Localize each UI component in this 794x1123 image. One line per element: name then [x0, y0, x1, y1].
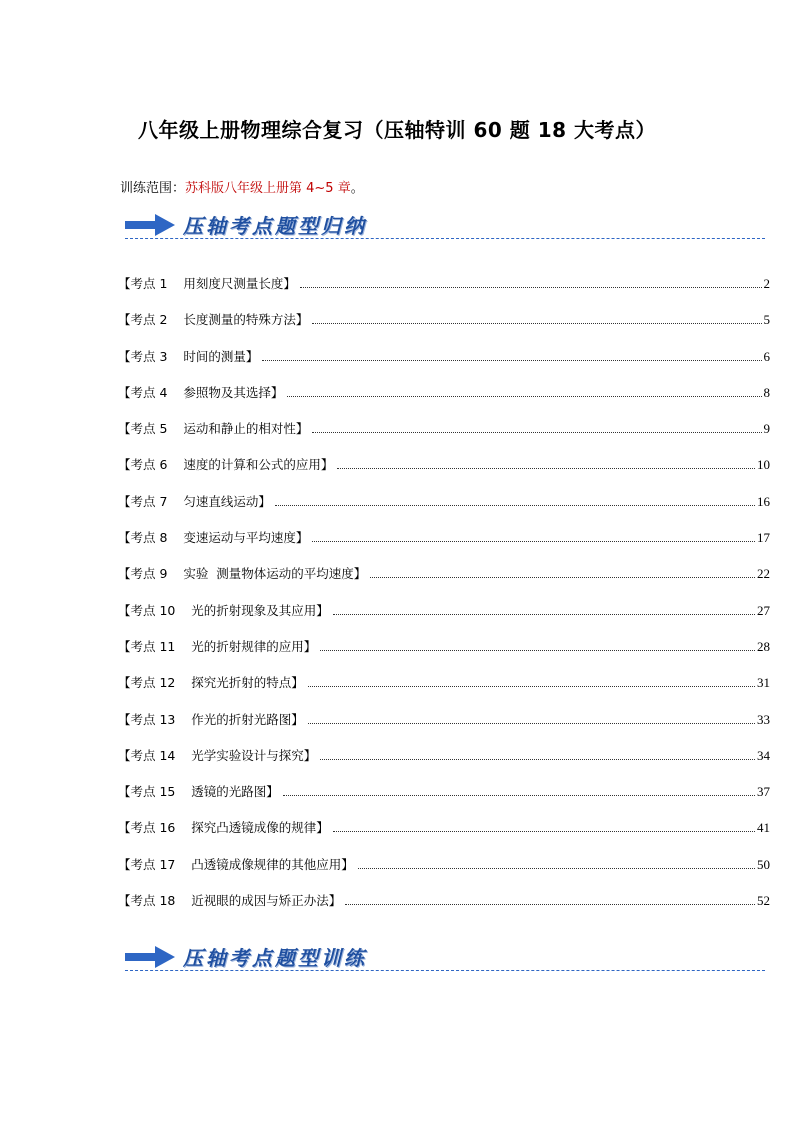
toc-entry-page: 50 [757, 856, 770, 872]
toc-entry-label: 【考点 6 速度的计算和公式的应用】 [118, 457, 334, 473]
toc-leader-dots [320, 759, 755, 760]
toc-entry[interactable] [118, 782, 770, 818]
toc-entry-page: 8 [763, 384, 770, 400]
toc-entry[interactable] [118, 564, 770, 600]
toc-entry[interactable] [118, 274, 770, 310]
toc-entry-page: 16 [757, 493, 770, 509]
toc-entry-label: 【考点 4 参照物及其选择】 [118, 384, 284, 400]
scope-label: 训练范围： [120, 181, 186, 196]
toc-entry-label: 【考点 14 光学实验设计与探究】 [118, 747, 317, 763]
toc-entry-label: 【考点 16 探究凸透镜成像的规律】 [118, 820, 329, 836]
toc-entry[interactable] [118, 310, 770, 346]
toc-entry-label: 【考点 8 变速运动与平均速度】 [118, 530, 309, 546]
toc-entry[interactable] [118, 891, 770, 927]
toc-entry-label: 【考点 18 近视眼的成因与矫正办法】 [118, 893, 342, 909]
toc-entry-page: 22 [757, 566, 770, 582]
training-scope [120, 177, 364, 196]
page-title: 八年级上册物理综合复习（压轴特训 60 题 18 大考点） [137, 118, 656, 142]
toc-entry-label: 【考点 9 实验 测量物体运动的平均速度】 [118, 566, 367, 582]
toc-entry-page: 27 [757, 602, 770, 618]
toc-entry[interactable] [118, 347, 770, 383]
toc-entry-page: 41 [757, 820, 770, 836]
scope-end: 。 [350, 181, 364, 196]
toc-leader-dots [283, 795, 755, 796]
toc-entry-page: 10 [757, 457, 770, 473]
toc-entry-label: 【考点 3 时间的测量】 [118, 348, 259, 364]
toc-entry-label: 【考点 15 透镜的光路图】 [118, 784, 279, 800]
toc-entry[interactable] [118, 492, 770, 528]
toc-leader-dots [308, 723, 755, 724]
toc-leader-dots [300, 287, 762, 288]
toc-entry-label: 【考点 10 光的折射现象及其应用】 [118, 602, 329, 618]
toc-entry[interactable] [118, 855, 770, 891]
toc-entry[interactable] [118, 455, 770, 491]
toc-entry[interactable] [118, 601, 770, 637]
section-header-summary [125, 208, 765, 242]
toc-leader-dots [287, 396, 761, 397]
toc-entry-page: 5 [763, 312, 770, 328]
toc-entry[interactable] [118, 383, 770, 419]
section-divider [125, 970, 765, 971]
toc-entry[interactable] [118, 710, 770, 746]
toc-leader-dots [345, 904, 755, 905]
toc-entry-label: 【考点 5 运动和静止的相对性】 [118, 421, 309, 437]
toc-leader-dots [312, 432, 761, 433]
toc-entry-page: 9 [763, 421, 770, 437]
toc-leader-dots [358, 868, 755, 869]
toc-entry[interactable] [118, 818, 770, 854]
toc-entry-label: 【考点 12 探究光折射的特点】 [118, 675, 304, 691]
toc-leader-dots [308, 686, 755, 687]
toc-entry-page: 37 [757, 784, 770, 800]
toc-leader-dots [312, 541, 755, 542]
section-header-training [125, 940, 765, 974]
toc-entry-page: 6 [763, 348, 770, 364]
toc-entry-page: 34 [757, 747, 770, 763]
scope-value: 苏科版八年级上册第 4~5 章 [185, 181, 351, 196]
toc-leader-dots [333, 831, 755, 832]
section-divider [125, 238, 765, 239]
table-of-contents [118, 274, 770, 927]
section-heading: 压轴考点题型归纳 [183, 214, 367, 238]
toc-leader-dots [312, 323, 761, 324]
toc-entry-page: 17 [757, 530, 770, 546]
toc-leader-dots [333, 614, 755, 615]
toc-entry-page: 31 [757, 675, 770, 691]
toc-entry[interactable] [118, 673, 770, 709]
toc-leader-dots [262, 360, 761, 361]
toc-entry-label: 【考点 1 用刻度尺测量长度】 [118, 276, 296, 291]
toc-entry-label: 【考点 2 长度测量的特殊方法】 [118, 312, 309, 328]
toc-entry-label: 【考点 13 作光的折射光路图】 [118, 711, 304, 727]
toc-leader-dots [337, 468, 755, 469]
section-heading: 压轴考点题型训练 [183, 946, 367, 970]
toc-entry[interactable] [118, 419, 770, 455]
toc-leader-dots [320, 650, 755, 651]
toc-entry-page: 33 [757, 711, 770, 727]
toc-entry[interactable] [118, 746, 770, 782]
toc-entry-page: 2 [763, 276, 770, 291]
toc-entry-page: 52 [757, 893, 770, 909]
toc-entry[interactable] [118, 637, 770, 673]
toc-leader-dots [275, 505, 755, 506]
arrow-icon [125, 946, 175, 968]
toc-leader-dots [370, 577, 755, 578]
toc-entry-label: 【考点 7 匀速直线运动】 [118, 493, 271, 509]
arrow-icon [125, 214, 175, 236]
toc-entry-label: 【考点 17 凸透镜成像规律的其他应用】 [118, 856, 354, 872]
toc-entry[interactable] [118, 528, 770, 564]
toc-entry-page: 28 [757, 638, 770, 654]
toc-entry-label: 【考点 11 光的折射规律的应用】 [118, 638, 317, 654]
